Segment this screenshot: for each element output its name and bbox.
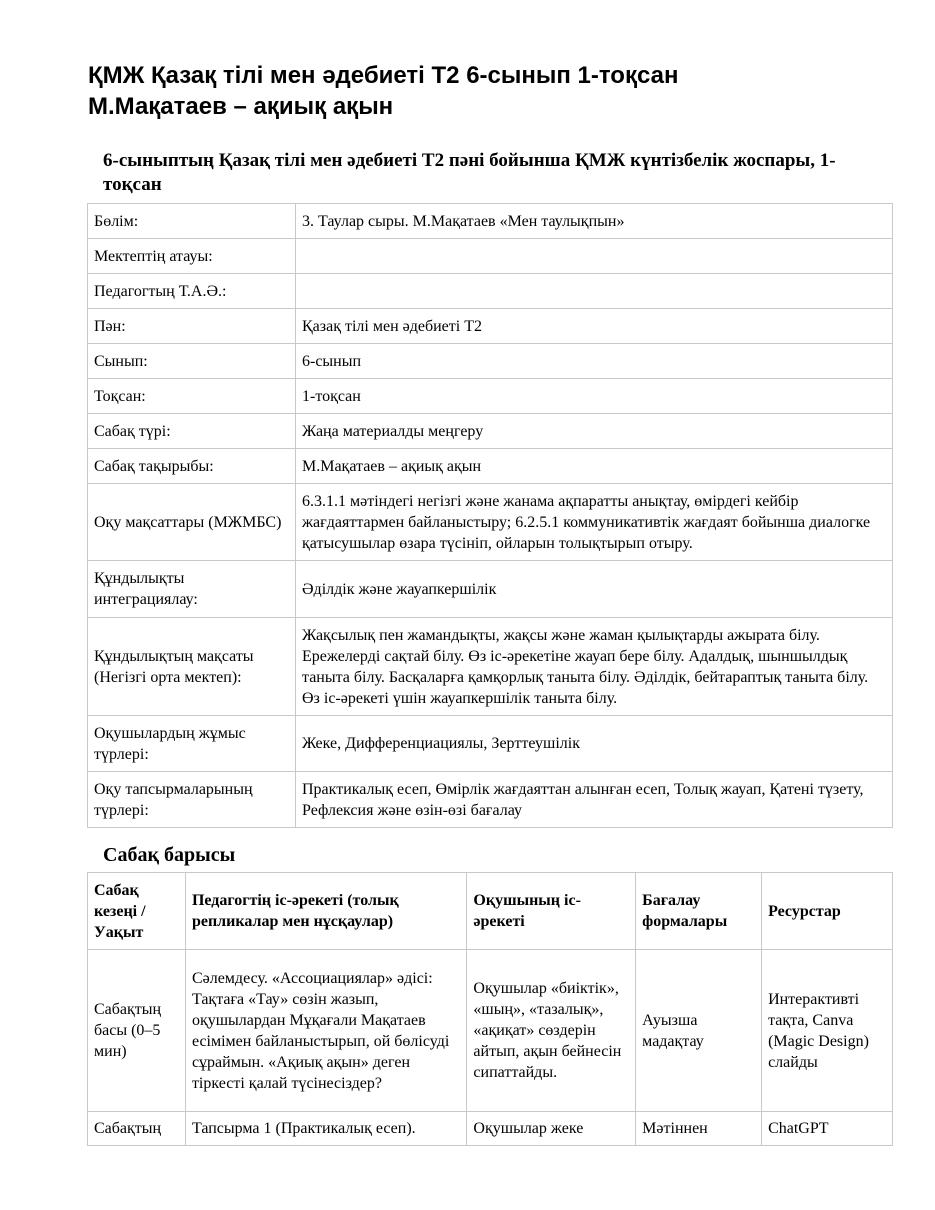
info-label: Тоқсан: — [88, 379, 296, 414]
section-heading-lesson-flow: Сабақ барысы — [103, 844, 236, 866]
table-row — [88, 950, 893, 1112]
info-label: Құндылықты интеграциялау: — [88, 561, 296, 618]
page-title-line-1: ҚМЖ Қазақ тілі мен әдебиеті Т2 6-сынып 1-тоқсан — [88, 62, 679, 89]
table-cell: ChatGPT — [762, 1112, 893, 1146]
table-row — [88, 1112, 893, 1146]
info-label: Пән: — [88, 309, 296, 344]
info-value: Жақсылық пен жамандықты, жақсы және жаман қылықтарды ажырата білу. Ережелерді сақтай білу. Өз іс-әрекетіне жауап бере білу. Адалдық, шыншылдық таныта білу. Басқаларға қамқорлық таныта білу. Әділдік, бейтараптық таныта білу. Өз іс-әрекеті үшін жауапкершілік таныта білу. — [296, 618, 893, 716]
info-value: Жеке, Дифференциациялы, Зерттеушілік — [296, 716, 893, 772]
info-label: Мектептің атауы: — [88, 239, 296, 274]
info-row-subject — [88, 309, 893, 344]
column-header-teacher-activity: Педагогтің іс-әрекеті (толық репликалар мен нұсқаулар) — [185, 873, 466, 950]
info-row-section — [88, 204, 893, 239]
table-cell: Сабақтың басы (0–5 мин) — [88, 950, 186, 1112]
info-value: 6-сынып — [296, 344, 893, 379]
table-cell: Оқушылар «биіктік», «шың», «тазалық», «ақиқат» сөздерін айтып, ақын бейнесін сипаттайды. — [467, 950, 636, 1112]
lesson-info-table — [87, 203, 893, 828]
info-value — [296, 274, 893, 309]
info-label: Оқушылардың жұмыс түрлері: — [88, 716, 296, 772]
info-label: Сабақ түрі: — [88, 414, 296, 449]
info-row-values-goal — [88, 618, 893, 716]
info-value: 3. Таулар сыры. М.Мақатаев «Мен таулықпын» — [296, 204, 893, 239]
table-cell: Оқушылар жеке — [467, 1112, 636, 1146]
info-label: Құндылықтың мақсаты (Негізгі орта мектеп): — [88, 618, 296, 716]
info-label: Сынып: — [88, 344, 296, 379]
table-cell: Мәтіннен — [636, 1112, 762, 1146]
table-cell: Сәлемдесу. «Ассоциациялар» әдісі: Тақтаға «Тау» сөзін жазып, оқушылардан Мұқағали Мақатаев есімімен байланыстырып, ой бөлісуді сұраймын. «Ақиық ақын» деген тіркесті қалай түсінесіздер? — [185, 950, 466, 1112]
info-label: Бөлім: — [88, 204, 296, 239]
info-row-work-types — [88, 716, 893, 772]
lesson-flow-table — [87, 872, 893, 1146]
info-row-teacher — [88, 274, 893, 309]
info-label: Сабақ тақырыбы: — [88, 449, 296, 484]
info-row-learning-objectives — [88, 484, 893, 561]
table-cell: Тапсырма 1 (Практикалық есеп). — [185, 1112, 466, 1146]
info-value: Әділдік және жауапкершілік — [296, 561, 893, 618]
info-value — [296, 239, 893, 274]
info-row-quarter — [88, 379, 893, 414]
info-row-lesson-type — [88, 414, 893, 449]
info-value: М.Мақатаев – ақиық ақын — [296, 449, 893, 484]
info-value: Қазақ тілі мен әдебиеті Т2 — [296, 309, 893, 344]
info-label: Педагогтың Т.А.Ә.: — [88, 274, 296, 309]
info-value: 1-тоқсан — [296, 379, 893, 414]
column-header-assessment: Бағалау формалары — [636, 873, 762, 950]
info-row-lesson-topic — [88, 449, 893, 484]
column-header-student-activity: Оқушының іс-әрекеті — [467, 873, 636, 950]
info-value: 6.3.1.1 мәтіндегі негізгі және жанама ақпаратты анықтау, өмірдегі кейбір жағдаяттармен байланыстыру; 6.2.5.1 коммуникативтік жағдаят бойынша диалогке қатысушылар өзара түсініп, ойларын толықтырып отыру. — [296, 484, 893, 561]
table-cell: Ауызша мадақтау — [636, 950, 762, 1112]
page-title-line-2: М.Мақатаев – ақиық ақын — [88, 93, 394, 120]
info-row-grade — [88, 344, 893, 379]
info-label: Оқу мақсаттары (МЖМБС) — [88, 484, 296, 561]
page-title — [88, 60, 868, 122]
info-value: Практикалық есеп, Өмірлік жағдаяттан алынған есеп, Толық жауап, Қатені түзету, Рефлексия және өзін-өзі бағалау — [296, 772, 893, 828]
column-header-resources: Ресурстар — [762, 873, 893, 950]
table-cell: Сабақтың — [88, 1112, 186, 1146]
info-row-task-types — [88, 772, 893, 828]
info-value: Жаңа материалды меңгеру — [296, 414, 893, 449]
info-row-values-integration — [88, 561, 893, 618]
table-cell: Интерактивті тақта, Canva (Magic Design) слайды — [762, 950, 893, 1112]
column-header-stage: Сабақ кезеңі / Уақыт — [88, 873, 186, 950]
plan-subtitle: 6-сыныптың Қазақ тілі мен әдебиеті Т2 пәні бойынша ҚМЖ күнтізбелік жоспары, 1-тоқсан — [103, 150, 836, 195]
lesson-table-header-row — [88, 873, 893, 950]
info-row-school — [88, 239, 893, 274]
info-label: Оқу тапсырмаларының түрлері: — [88, 772, 296, 828]
